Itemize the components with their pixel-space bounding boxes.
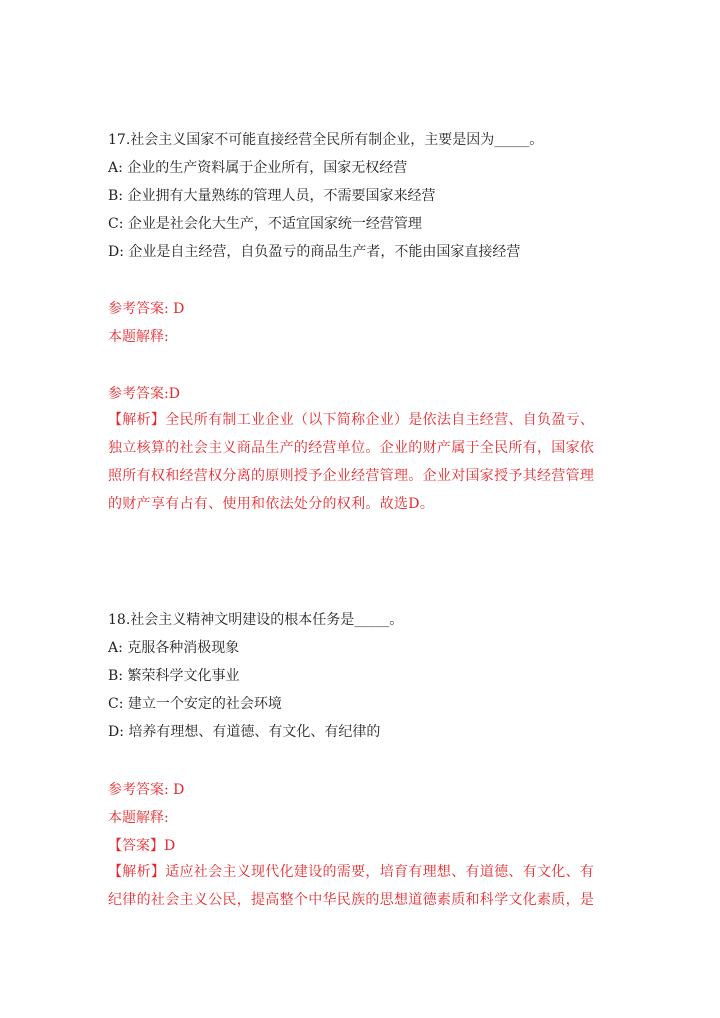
question-18-answer: 参考答案: D (108, 782, 185, 798)
question-18-option-d: D: 培养有理想、有道德、有文化、有纪律的 (108, 724, 381, 740)
question-17-option-a: A: 企业的生产资料属于企业所有，国家无权经营 (108, 160, 408, 176)
question-18-option-b: B: 繁荣科学文化事业 (108, 668, 240, 684)
question-18-analysis (108, 858, 606, 914)
analysis-text: 全民所有制工业企业（以下简称企业）是依法自主经营、自负盈亏、独立核算的社会主义商品生产的经营单位。企业的财产属于全民所有，国家依照所有权和经营权分离的原则授予企业经营管理。企业对国家授予其经营管理的财产享有占有、使用和依法处分的权利。故选D。 (108, 412, 595, 512)
question-17-option-b: B: 企业拥有大量熟练的管理人员，不需要国家来经营 (108, 188, 436, 204)
question-18-stem: 18.社会主义精神文明建设的根本任务是_____。 (108, 612, 404, 628)
question-18-option-a: A: 克服各种消极现象 (108, 640, 240, 656)
question-17-answer-line: 参考答案:D (108, 386, 180, 402)
analysis-tag: 【解析】 (108, 412, 166, 428)
question-17-option-c: C: 企业是社会化大生产，不适宜国家统一经营管理 (108, 216, 422, 232)
question-18-answer-line: 【答案】D (108, 838, 176, 854)
analysis-text: 适应社会主义现代化建设的需要，培育有理想、有道德、有文化、有纪律的社会主义公民，提高整个中华民族的思想道德素质和科学文化素质，是 (108, 864, 595, 908)
question-17-explain-label: 本题解释: (108, 329, 169, 345)
question-17-stem: 17.社会主义国家不可能直接经营全民所有制企业，主要是因为_____。 (108, 132, 544, 148)
question-17-option-d: D: 企业是自主经营，自负盈亏的商品生产者，不能由国家直接经营 (108, 244, 521, 260)
analysis-tag: 【解析】 (108, 864, 166, 880)
question-18-option-c: C: 建立一个安定的社会环境 (108, 696, 282, 712)
question-17-analysis (108, 406, 606, 518)
question-17-answer: 参考答案: D (108, 301, 185, 317)
question-18-explain-label: 本题解释: (108, 810, 169, 826)
